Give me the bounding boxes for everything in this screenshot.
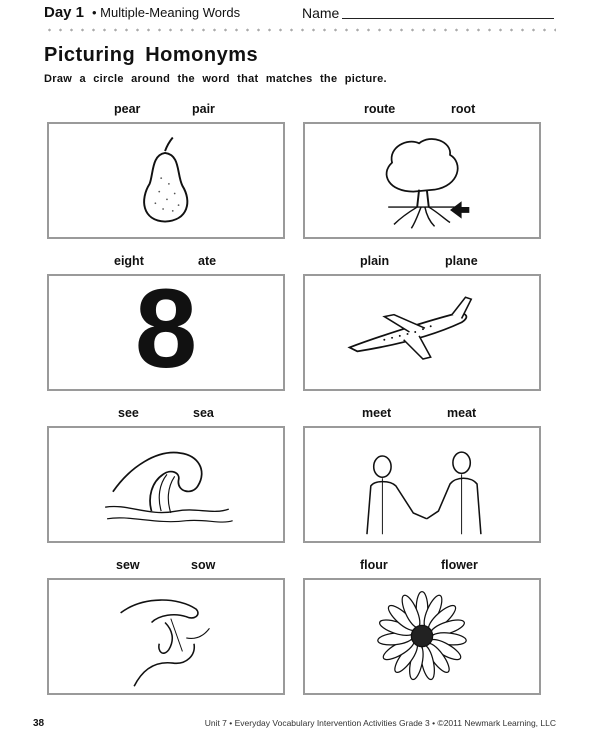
word-option-meat[interactable]: meat xyxy=(447,406,477,420)
footer-credit: Unit 7 • Everyday Vocabulary Intervention Activities Grade 3 • ©2011 Newmark Learning, LLC xyxy=(204,718,556,728)
word-option-sow[interactable]: sow xyxy=(191,558,216,572)
page-title: Picturing Homonyms xyxy=(44,44,259,66)
word-option-ate[interactable]: ate xyxy=(198,254,217,268)
word-option-route[interactable]: route xyxy=(364,102,396,116)
number-eight: 8 xyxy=(134,266,198,391)
tree-roots-icon xyxy=(305,124,539,237)
airplane-icon xyxy=(305,276,539,389)
word-option-plain[interactable]: plain xyxy=(360,254,390,268)
page-number: 38 xyxy=(33,718,45,729)
picture-box-flower xyxy=(303,578,541,695)
name-line[interactable] xyxy=(342,18,554,19)
word-option-sea[interactable]: sea xyxy=(193,406,214,420)
picture-box-eight xyxy=(47,266,285,391)
sewing-hands-icon xyxy=(49,580,283,693)
subject-label: • Multiple-Meaning Words xyxy=(92,5,241,20)
word-option-flower[interactable]: flower xyxy=(441,558,478,572)
handshake-icon xyxy=(305,428,539,541)
day-label: Day 1 xyxy=(44,4,85,21)
word-option-plane[interactable]: plane xyxy=(445,254,478,268)
picture-box-sew xyxy=(47,578,285,695)
picture-box-sea xyxy=(47,426,285,543)
word-option-meet[interactable]: meet xyxy=(362,406,392,420)
dotted-divider xyxy=(44,28,556,32)
pear-icon xyxy=(49,124,283,237)
word-option-sew[interactable]: sew xyxy=(116,558,140,572)
word-option-see[interactable]: see xyxy=(118,406,139,420)
instructions: Draw a circle around the word that matches the picture. xyxy=(44,73,387,85)
word-option-pear[interactable]: pear xyxy=(114,102,141,116)
wave-icon xyxy=(49,428,283,541)
picture-box-meet xyxy=(303,426,541,543)
word-option-eight[interactable]: eight xyxy=(114,254,144,268)
daisy-icon xyxy=(305,580,539,693)
worksheet-header xyxy=(44,4,556,24)
word-option-flour[interactable]: flour xyxy=(360,558,388,572)
name-label: Name xyxy=(302,5,340,21)
picture-box-root xyxy=(303,122,541,239)
picture-box-plane xyxy=(303,274,541,391)
word-option-root[interactable]: root xyxy=(451,102,476,116)
picture-box-pear xyxy=(47,122,285,239)
word-option-pair[interactable]: pair xyxy=(192,102,215,116)
